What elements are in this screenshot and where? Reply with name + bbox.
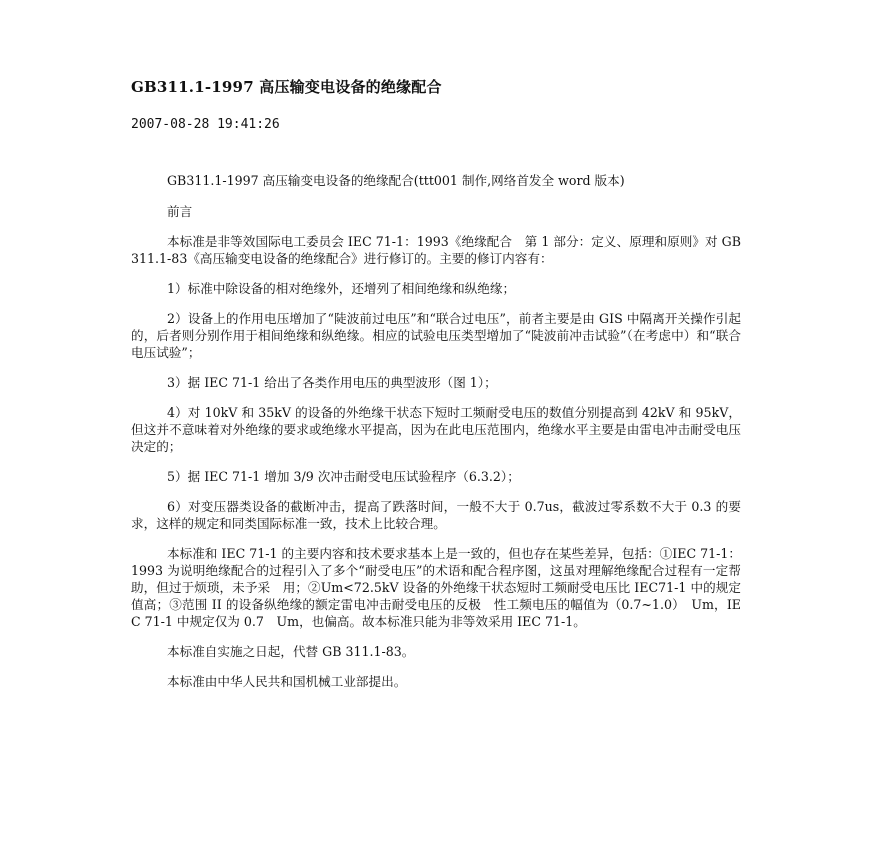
preface-heading: 前言 [167, 204, 193, 219]
paragraph-scope: 本标准是非等效国际电工委员会 IEC 71-1：1993《绝缘配合 第 1 部分：定义、原理和原则》对 GB 311.1-83《高压输变电设备的绝缘配合》进行修订的。主要的修订内容有： [131, 234, 741, 266]
document-title: GB311.1-1997 高压输变电设备的绝缘配合 [131, 78, 442, 96]
document-body [131, 172, 741, 703]
revision-item-1: 1）标准中除设备的相对绝缘外，还增列了相间绝缘和纵绝缘； [167, 281, 516, 296]
revision-item-4: 4）对 10kV 和 35kV 的设备的外绝缘干状态下短时工频耐受电压的数值分别提高到 42kV 和 95kV，但这并不意味着对外绝缘的要求或绝缘水平提高，因为在此电压范围内，绝缘水平主要是由雷电冲击耐受电压决定的； [131, 405, 741, 454]
revision-item-3: 3）据 IEC 71-1 给出了各类作用电压的典型波形（图 1）； [167, 375, 497, 390]
revision-item-6: 6）对变压器类设备的截断冲击，提高了跌落时间，一般不大于 0.7us，截波过零系数不大于 0.3 的要求，这样的规定和同类国际标准一致，技术上比较合理。 [131, 499, 741, 531]
revision-item-2: 2）设备上的作用电压增加了“陡波前过电压”和“联合过电压”，前者主要是由 GIS 中隔离开关操作引起的，后者则分别作用于相间绝缘和纵绝缘。相应的试验电压类型增加了“陡波前冲击试验”（在考虑中）和“联合电压试验”； [131, 311, 741, 360]
publish-datetime: 2007-08-28 19:41:26 [131, 117, 280, 132]
paragraph-proposer: 本标准由中华人民共和国机械工业部提出。 [167, 674, 407, 689]
intro-paragraph: GB311.1-1997 高压输变电设备的绝缘配合(ttt001 制作,网络首发全 word 版本) [167, 173, 625, 188]
paragraph-replacement: 本标准自实施之日起，代替 GB 311.1-83。 [167, 644, 415, 659]
paragraph-differences: 本标准和 IEC 71-1 的主要内容和技术要求基本上是一致的，但也存在某些差异，包括：①IEC 71-1：1993 为说明绝缘配合的过程引入了多个“耐受电压”的术语和配合程序图，这虽对理解绝缘配合过程有一定帮助，但过于烦琐，未予采 用；②Um<72.5kV 设备的外绝缘干状态短时工频耐受电压比 IEC71-1 中的规定值高；③范围 II 的设备纵绝缘的额定雷电冲击耐受电压的反极 性工频电压的幅值为（0.7~1.0） Um，IEC 71-1 中规定仅为 0.7 Um，也偏高。故本标准只能为非等效采用 IEC 71-1。 [131, 546, 741, 629]
revision-item-5: 5）据 IEC 71-1 增加 3/9 次冲击耐受电压试验程序（6.3.2）； [167, 469, 520, 484]
